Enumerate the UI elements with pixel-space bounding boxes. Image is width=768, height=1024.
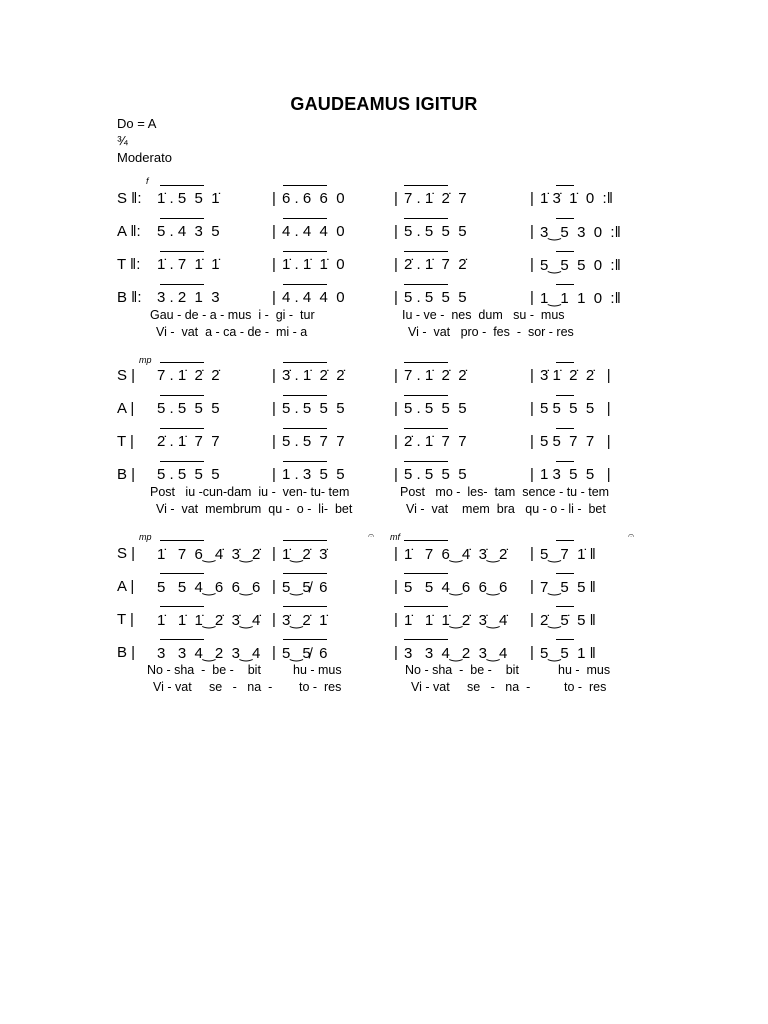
- measure: 6 . 6 6 0: [282, 190, 345, 207]
- lyric-segment: No - sha - be - bit: [147, 663, 261, 677]
- measure: 5 . 5 5 5: [282, 400, 345, 417]
- voice-label: S ‖:: [117, 190, 142, 207]
- beam-line: [283, 185, 327, 186]
- lyric-segment: Gau - de - a - mus i - gi - tur: [150, 308, 315, 322]
- beam-line: [404, 284, 448, 285]
- beam-line: [404, 461, 448, 462]
- dynamic-marking: f: [146, 176, 149, 186]
- dynamic-marking: mp: [139, 355, 152, 365]
- key-signature: Do = A: [117, 116, 157, 131]
- beam-line: [556, 362, 574, 363]
- measure: 5 5 4‿6 6‿6: [404, 579, 508, 596]
- measure: 1̇ . 7 1̇ 1̇: [157, 256, 220, 273]
- beam-line: [404, 251, 448, 252]
- beam-line: [404, 362, 448, 363]
- staff-row-third-3: [0, 644, 768, 664]
- barline: |: [530, 289, 534, 306]
- song-title: GAUDEAMUS IGITUR: [290, 94, 478, 114]
- beam-line: [160, 395, 204, 396]
- beam-line: [160, 251, 204, 252]
- beam-line: [556, 461, 574, 462]
- dynamic-marking: mf: [390, 532, 400, 542]
- lyric-line: [0, 680, 768, 696]
- lyric-segment: No - sha - be - bit: [405, 663, 519, 677]
- beam-line: [404, 395, 448, 396]
- lyric-line: [0, 663, 768, 679]
- measure: 5‿5 5 0 :‖: [540, 257, 621, 274]
- lyric-line: [0, 485, 768, 501]
- measure: 5‿5 1 ‖: [540, 645, 596, 662]
- lyric-line: [0, 502, 768, 518]
- beam-line: [283, 461, 327, 462]
- measure: 1̇‿2̇ 3̇: [282, 546, 328, 563]
- beam-line: [556, 284, 574, 285]
- staff-row-third-1: [0, 578, 768, 598]
- tempo-marking: Moderato: [117, 150, 172, 165]
- measure: 1̇ 1̇ 1̇‿2̇ 3̇‿4̇: [157, 612, 261, 629]
- measure: 1̇ . 1̇ 1̇ 0: [282, 256, 345, 273]
- measure: 5‿5̸ 6: [282, 579, 328, 596]
- staff-row-second-2: [0, 433, 768, 453]
- beam-line: [404, 573, 448, 574]
- staff-row-first-2: [0, 256, 768, 276]
- barline: |: [272, 466, 276, 483]
- barline: |: [272, 644, 276, 661]
- barline: |: [272, 545, 276, 562]
- measure: 1 . 3 5 5: [282, 466, 345, 483]
- barline: |: [530, 433, 534, 450]
- measure: 2̇ . 1̇ 7 2̇: [404, 256, 467, 273]
- beam-line: [283, 218, 327, 219]
- beam-line: [404, 218, 448, 219]
- measure: 3̇‿2̇ 1̇: [282, 612, 328, 629]
- measure: 1̇ 3̇ 1̇ 0 :‖: [540, 190, 613, 207]
- barline: |: [394, 611, 398, 628]
- voice-label: A |: [117, 400, 135, 417]
- lyric-segment: Vi - vat pro - fes - sor - res: [408, 325, 574, 339]
- measure: 2̇ . 1̇ 7 7: [157, 433, 220, 450]
- staff-row-third-0: [0, 545, 768, 565]
- lyric-segment: Vi - vat se - na -: [411, 680, 531, 694]
- barline: |: [272, 433, 276, 450]
- lyric-segment: Vi - vat mem bra qu - o - li - bet: [406, 502, 606, 516]
- barline: |: [272, 611, 276, 628]
- lyric-segment: hu - mus: [558, 663, 611, 677]
- measure: 5 . 5 5 5: [157, 400, 220, 417]
- barline: |: [394, 578, 398, 595]
- beam-line: [404, 185, 448, 186]
- barline: |: [272, 190, 276, 207]
- beam-line: [404, 540, 448, 541]
- lyric-segment: Post mo - les- tam sence - tu - tem: [400, 485, 610, 499]
- voice-label: B |: [117, 466, 136, 483]
- beam-line: [556, 428, 574, 429]
- beam-line: [283, 284, 327, 285]
- beam-line: [160, 185, 204, 186]
- measure: 3̇ 1̇ 2̇ 2̇ |: [540, 367, 611, 384]
- measure: 5 5 4‿6 6‿6: [157, 579, 261, 596]
- lyric-segment: to - res: [564, 680, 607, 694]
- voice-label: A ‖:: [117, 223, 141, 240]
- beam-line: [404, 428, 448, 429]
- measure: 3‿5 3 0 :‖: [540, 224, 621, 241]
- lyric-segment: Vi - vat membrum qu - o - li- bet: [156, 502, 353, 516]
- measure: 7‿5 5 ‖: [540, 579, 596, 596]
- staff-row-first-0: [0, 190, 768, 210]
- beam-line: [556, 573, 574, 574]
- measure: 5 . 5 5 5: [404, 289, 467, 306]
- beam-line: [160, 362, 204, 363]
- voice-label: S |: [117, 545, 136, 562]
- lyric-line: [0, 308, 768, 324]
- measure: 1̇ 1̇ 1̇‿2̇ 3̇‿4̇: [404, 612, 508, 629]
- beam-line: [283, 639, 327, 640]
- time-signature: ¾: [117, 133, 128, 148]
- barline: |: [530, 367, 534, 384]
- beam-line: [160, 218, 204, 219]
- measure: 1‿1 1 0 :‖: [540, 290, 621, 307]
- measure: 1̇ 7 6‿4̇ 3̇‿2̇: [157, 546, 261, 563]
- barline: |: [272, 367, 276, 384]
- measure: 3 . 2 1 3: [157, 289, 220, 306]
- beam-line: [404, 606, 448, 607]
- beam-line: [556, 218, 574, 219]
- barline: |: [394, 289, 398, 306]
- measure: 5 . 5 7 7: [282, 433, 345, 450]
- barline: |: [394, 256, 398, 273]
- staff-row-first-1: [0, 223, 768, 243]
- beam-line: [556, 606, 574, 607]
- staff-row-second-0: [0, 367, 768, 387]
- measure: 7 . 1̇ 2̇ 2̇: [404, 367, 467, 384]
- barline: |: [272, 289, 276, 306]
- barline: |: [272, 223, 276, 240]
- measure: 7 . 1̇ 2̇ 2̇: [157, 367, 220, 384]
- measure: 3̇ . 1̇ 2̇ 2̇: [282, 367, 345, 384]
- voice-label: A |: [117, 578, 135, 595]
- barline: |: [272, 400, 276, 417]
- beam-line: [160, 606, 204, 607]
- beam-line: [283, 606, 327, 607]
- lyric-segment: to - res: [299, 680, 342, 694]
- measure: 5 . 5 5 5: [404, 400, 467, 417]
- beam-line: [160, 573, 204, 574]
- barline: |: [530, 466, 534, 483]
- measure: 5 . 5 5 5: [404, 466, 467, 483]
- beam-line: [283, 540, 327, 541]
- voice-label: T ‖:: [117, 256, 141, 273]
- staff-row-first-3: [0, 289, 768, 309]
- beam-line: [556, 639, 574, 640]
- beam-line: [283, 362, 327, 363]
- barline: |: [530, 545, 534, 562]
- measure: 5 . 5 5 5: [404, 223, 467, 240]
- measure: 7 . 1̇ 2̇ 7: [404, 190, 467, 207]
- barline: |: [530, 223, 534, 240]
- measure: 2̇‿5̇ 5 ‖: [540, 612, 596, 629]
- voice-label: B |: [117, 644, 136, 661]
- barline: |: [394, 433, 398, 450]
- staff-row-third-2: [0, 611, 768, 631]
- barline: |: [530, 578, 534, 595]
- barline: |: [394, 223, 398, 240]
- barline: |: [394, 400, 398, 417]
- staff-row-second-1: [0, 400, 768, 420]
- measure: 1 3 5 5 |: [540, 466, 611, 483]
- beam-line: [556, 185, 574, 186]
- barline: |: [530, 611, 534, 628]
- barline: |: [530, 644, 534, 661]
- barline: |: [394, 367, 398, 384]
- barline: |: [530, 256, 534, 273]
- voice-label: T |: [117, 611, 134, 628]
- voice-label: S |: [117, 367, 136, 384]
- measure: 5 5 5 5 |: [540, 400, 611, 417]
- beam-line: [283, 251, 327, 252]
- beam-line: [160, 639, 204, 640]
- beam-line: [160, 284, 204, 285]
- beam-line: [283, 395, 327, 396]
- dynamic-marking: mp: [139, 532, 152, 542]
- measure: 5 5 7 7 |: [540, 433, 611, 450]
- lyric-segment: hu - mus: [293, 663, 342, 677]
- beam-line: [556, 540, 574, 541]
- beam-line: [160, 540, 204, 541]
- beam-line: [283, 573, 327, 574]
- lyric-segment: Iu - ve - nes dum su - mus: [402, 308, 565, 322]
- lyric-line: [0, 325, 768, 341]
- lyric-segment: Post iu -cun-dam iu - ven- tu- tem: [150, 485, 350, 499]
- measure: 1̇ 7 6‿4̇ 3̇‿2̇: [404, 546, 508, 563]
- beam-line: [404, 639, 448, 640]
- barline: |: [272, 256, 276, 273]
- beam-line: [556, 251, 574, 252]
- barline: |: [272, 578, 276, 595]
- measure: 3 3 4‿2 3‿4: [404, 645, 508, 662]
- lyric-segment: Vi - vat se - na -: [153, 680, 273, 694]
- measure: 4 . 4 4 0: [282, 289, 345, 306]
- beam-line: [160, 461, 204, 462]
- fermata-icon: 𝄐: [628, 530, 635, 542]
- beam-line: [556, 395, 574, 396]
- beam-line: [160, 428, 204, 429]
- measure: 4 . 4 4 0: [282, 223, 345, 240]
- measure: 5 . 4 3 5: [157, 223, 220, 240]
- barline: |: [394, 466, 398, 483]
- measure: 5 . 5 5 5: [157, 466, 220, 483]
- beam-line: [283, 428, 327, 429]
- barline: |: [394, 545, 398, 562]
- measure: 3 3 4‿2 3‿4: [157, 645, 261, 662]
- voice-label: B ‖:: [117, 289, 142, 306]
- lyric-segment: Vi - vat a - ca - de - mi - a: [156, 325, 308, 339]
- voice-label: T |: [117, 433, 134, 450]
- barline: |: [530, 190, 534, 207]
- barline: |: [394, 190, 398, 207]
- measure: 5‿7 1̇ ‖: [540, 546, 596, 563]
- barline: |: [530, 400, 534, 417]
- staff-row-second-3: [0, 466, 768, 486]
- fermata-icon: 𝄐: [368, 530, 375, 542]
- barline: |: [394, 644, 398, 661]
- measure: 5‿5̸ 6: [282, 645, 328, 662]
- measure: 2̇ . 1̇ 7 7: [404, 433, 467, 450]
- measure: 1̇ . 5 5 1̇: [157, 190, 220, 207]
